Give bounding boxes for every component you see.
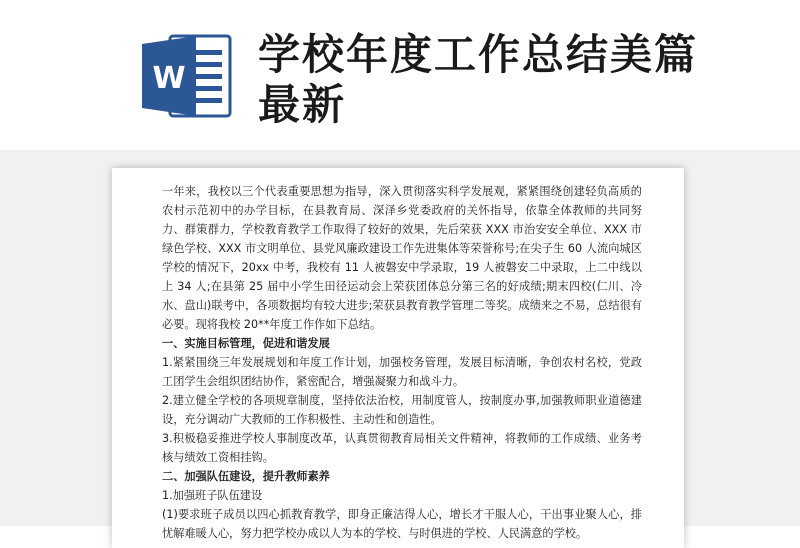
section-heading-2: 二、加强队伍建设，提升教师素养 (162, 470, 330, 483)
paragraph-1-1: 1.紧紧围绕三年发展规划和年度工作计划，加强校务管理，发展目标清晰，争创农村名校，党政工团学生会组织团结协作，紧密配合，增强凝聚力和战斗力。 (162, 356, 642, 388)
header-banner (0, 0, 800, 150)
paragraph-1-2: 2.建立健全学校的各项规章制度，坚持依法治校，用制度管人，按制度办事,加强教师职业道德建设，充分调动广大教师的工作积极性、主动性和创造性。 (162, 394, 642, 426)
paragraph-1-3: 3.积极稳妥推进学校人事制度改革，认真贯彻教育局相关文件精神，将教师的工作成绩、业务考核与绩效工资相挂钩。 (162, 432, 642, 464)
section-heading-1: 一、实施目标管理，促进和谐发展 (162, 337, 330, 350)
paragraph-2-1-1: (1)要求班子成员以四心抓教育教学，即身正廉洁得人心，增长才干服人心，干出事业聚人心，排忧解难暖人心，努力把学校办成以人为本的学校、与时俱进的学校、人民满意的学校。 (162, 508, 642, 540)
document-title: 学校年度工作总结美篇最新 (258, 30, 699, 129)
paragraph-2-1: 1.加强班子队伍建设 (162, 489, 263, 502)
word-icon-letter: W (152, 61, 186, 96)
document-body (162, 182, 642, 543)
document-page (112, 168, 684, 548)
paragraph-intro: 一年来，我校以三个代表重要思想为指导，深入贯彻落实科学发展观，紧紧围绕创建轻负高质的农村示范初中的办学目标，在县教育局、深泽乡党委政府的关怀指导，依靠全体教师的共同努力、群策群力，学校教育教学工作取得了较好的效果，先后荣获 XXX 市治安安全单位、XXX 市绿色学校、XXX 市文明单位、县党风廉政建设工作先进集体等荣誉称号;在尖子生 60 人流向城区学校的情况下，20xx 中考，我校有 11 人被磐安中学录取，19 人被磐安二中录取，上二中线以上 34 人;在县第 25 届中小学生田径运动会上荣获团体总分第三名的好成绩;期末四校(仁川、冷水、盘山)联考中，各项数据均有较大进步;荣获县教育教学管理二等奖。成绩来之不易，总结很有必要。现将我校 20**年度工作作如下总结。 (162, 185, 642, 331)
word-document-icon (140, 34, 232, 118)
